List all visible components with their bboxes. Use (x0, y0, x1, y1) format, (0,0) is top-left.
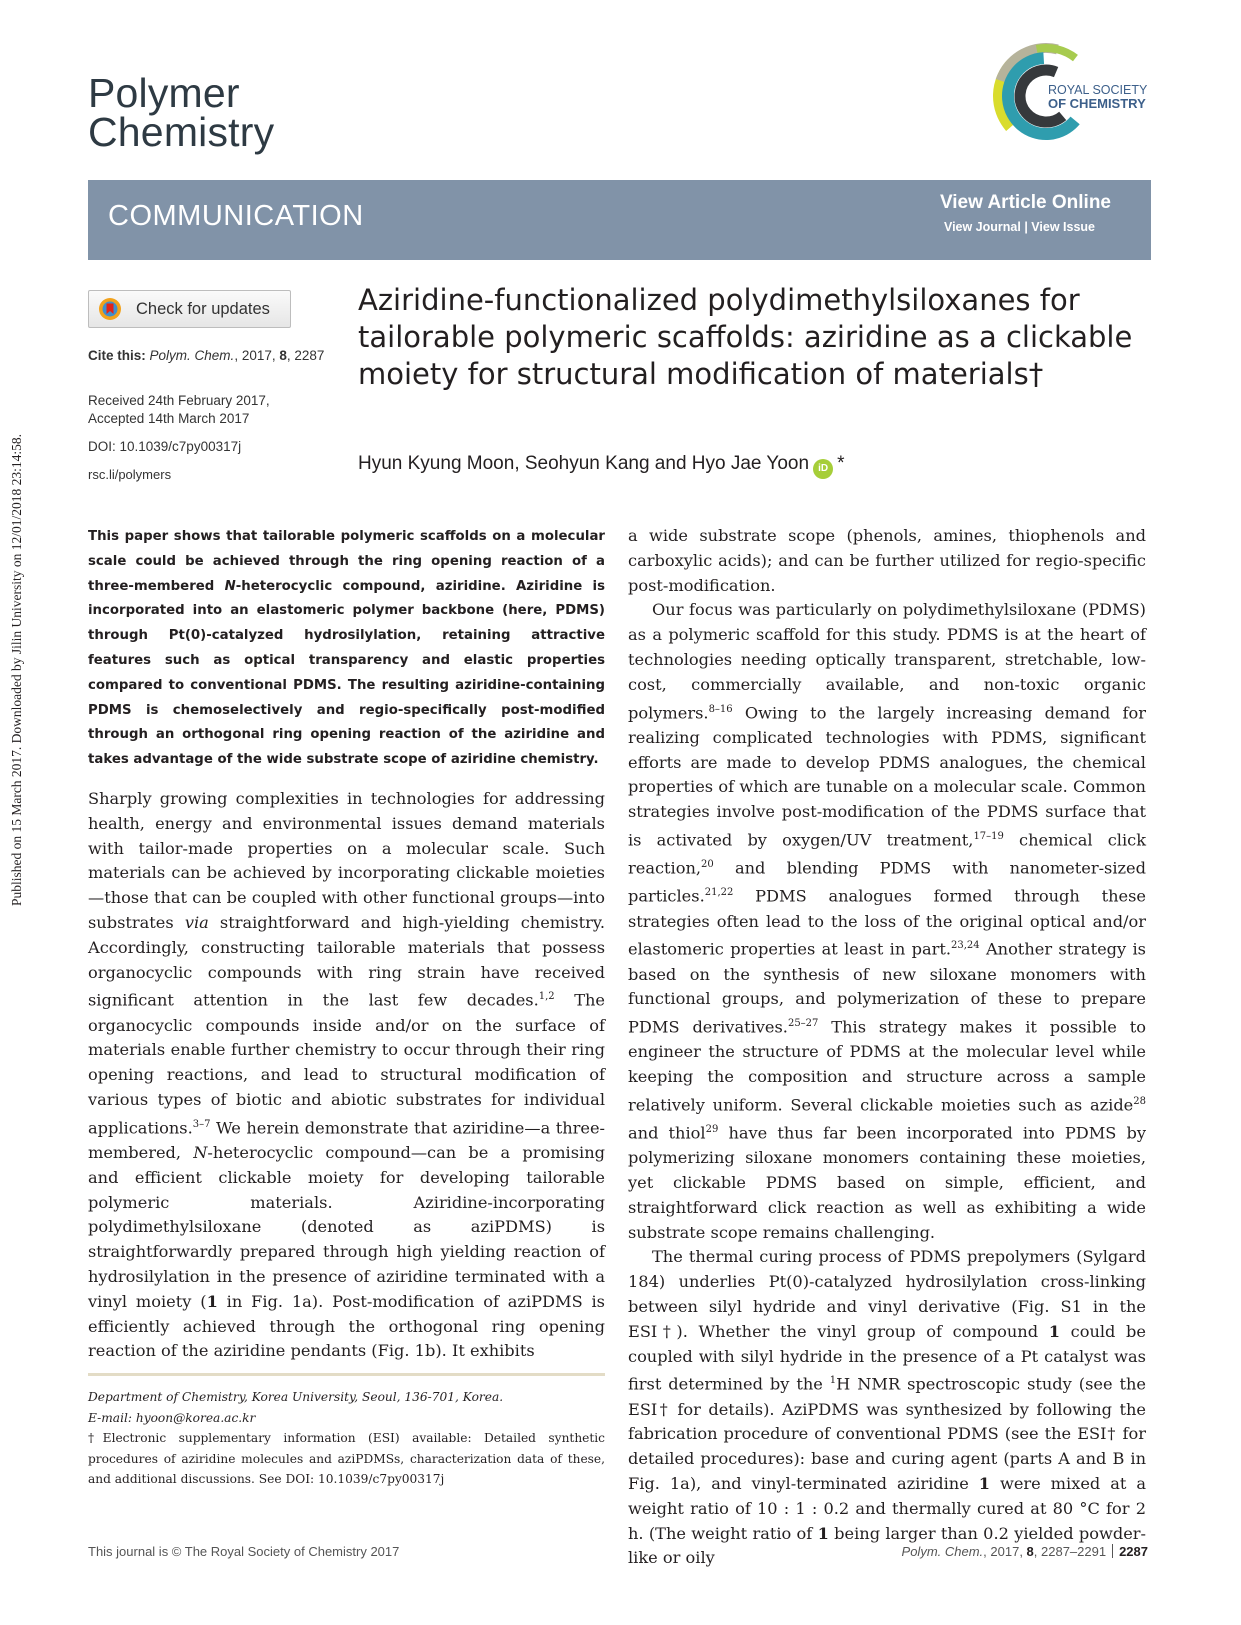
article-type: COMMUNICATION (108, 200, 364, 232)
article-title: Aziridine-functionalized polydimethylsiloxanes for tailorable polymeric scaffolds: aziridine as a clickable moiety for structural modification of materials† (358, 283, 1133, 391)
rsc-logo-line1: ROYAL SOCIETY (1048, 83, 1148, 97)
orcid-icon[interactable]: iD (813, 459, 833, 479)
text-run: Our focus was particularly on polydimethylsiloxane (PDMS) as a polymeric scaffold for this study. PDMS is at the heart of technologies needing optically transparent, stretchable, low-cost, commercially available, and non-toxic organic polymers. (628, 600, 1146, 722)
rsc-logo-line2: OF CHEMISTRY (1048, 96, 1146, 111)
citation-ref[interactable]: 23,24 (950, 940, 980, 952)
authors (358, 453, 844, 479)
text-run: Another strategy is based on the synthesis of new siloxane monomers with functional groups, and polymerization of these to prepare PDMS derivatives. (628, 939, 1146, 1037)
cite-journal: Polym. Chem. (149, 348, 235, 363)
cite-volume: 8 (279, 348, 287, 363)
text-run: PDMS analogues formed through these strategies often lead to the loss of the original optical and/or elastomeric properties at least in part. (628, 886, 1146, 959)
compound-number: 1 (978, 1474, 991, 1493)
journal-title-line1: Polymer (88, 70, 240, 116)
italic-run: N (193, 1142, 208, 1162)
footer-year: , 2017, (983, 1544, 1027, 1559)
citation-ref[interactable]: 21,22 (704, 887, 734, 899)
check-for-updates-label: Check for updates (136, 300, 270, 318)
body-text-left-column (88, 787, 605, 1364)
compound-number: 1 (817, 1523, 829, 1543)
italic-run: via (184, 912, 209, 932)
journal-links (944, 220, 1095, 234)
page-number: 2287 (1119, 1544, 1148, 1559)
cite-pages: , 2287 (286, 348, 325, 363)
paragraph (88, 787, 605, 1364)
view-journal-link[interactable]: View Journal (943, 220, 1021, 234)
abstract (88, 525, 605, 773)
citation-ref[interactable]: 1,2 (538, 991, 555, 1003)
journal-title (88, 70, 275, 155)
download-notice-text: Published on 15 March 2017. Downloaded by Jilin University on 12/01/2018 23:14:58. (9, 433, 24, 907)
view-article-online-link[interactable]: View Article Online (939, 192, 1111, 213)
abstract-text-1: This paper shows that tailorable polymeric scaffolds on a molecular scale could be achieved through the ring opening reaction of a three-membered (88, 529, 605, 594)
rsc-logo (990, 40, 1160, 152)
citation-ref[interactable]: 25–27 (787, 1018, 819, 1030)
footer-journal: Polym. Chem. (901, 1544, 984, 1559)
footnotes (88, 1387, 605, 1490)
paragraph: a wide substrate scope (phenols, amines, thiophenols and carboxylic acids); and can be further utilized for regio-specific post-modification. (628, 526, 1146, 595)
text-run: have thus far been incorporated into PDMS by polymerizing siloxane monomers containing these moieties, yet clickable PDMS based on simple, efficient, and straightforward click reaction as well as exhibiting a wide substrate scope remains challenging. (628, 1123, 1146, 1242)
footnote-divider (88, 1373, 605, 1376)
accepted-date: Accepted 14th March 2017 (88, 411, 250, 426)
check-for-updates-button[interactable] (88, 290, 291, 328)
citation-ref[interactable]: 29 (705, 1124, 719, 1136)
citation-ref[interactable]: 28 (1133, 1095, 1146, 1107)
article-type-banner (88, 180, 1151, 260)
superscript: 1 (829, 1375, 837, 1387)
citation (88, 347, 328, 365)
compound-number: 1 (206, 1291, 218, 1311)
footer-volume: 8 (1026, 1544, 1034, 1559)
journal-url[interactable]: rsc.li/polymers (88, 467, 172, 482)
body-text-right-column (628, 524, 1146, 1571)
download-notice (3, 380, 31, 960)
footer-range: , 2287–2291 (1033, 1544, 1107, 1559)
page-footer (902, 1544, 1148, 1559)
link-separator: | (1020, 220, 1032, 234)
copyright-footer: This journal is © The Royal Society of Chemistry 2017 (88, 1544, 400, 1559)
cite-label: Cite this: (88, 348, 146, 363)
citation-ref[interactable]: 17–19 (973, 830, 1004, 842)
view-issue-link[interactable]: View Issue (1031, 220, 1095, 234)
citation-ref[interactable]: 8–16 (708, 703, 733, 715)
author-email[interactable]: E-mail: hyoon@korea.ac.kr (88, 1410, 256, 1425)
abstract-text-2: -heterocyclic compound, aziridine. Aziridine is incorporated into an elastomeric polymer backbone (here, PDMS) through Pt(0)-catalyzed hydrosilylation, retaining attractive features such as optical transparency and elastic properties compared to conventional PDMS. The resulting aziridine-containing PDMS is chemoselectively and regio-specifically post-modified through an orthogonal ring opening reaction of the aziridine and takes advantage of the wide substrate scope of aziridine chemistry. (88, 578, 605, 768)
citation-ref[interactable]: 20 (701, 859, 714, 871)
text-run: being larger than 0.2 yielded powder-like or oily (628, 1523, 1146, 1568)
corresponding-author-mark: * (837, 453, 845, 474)
text-run: Sharply growing complexities in technologies for addressing health, energy and environmental issues demand materials with tailor-made properties on a molecular scale. Such materials can be achieved by incorporating clickable moieties—those that can be coupled with other functional groups—into substrates (88, 789, 605, 932)
journal-title-line2: Chemistry (88, 109, 275, 155)
crossmark-icon (98, 297, 122, 321)
author-names: Hyun Kyung Moon, Seohyun Kang and Hyo Jae Yoon (358, 453, 810, 474)
text-run: in Fig. 1a). Post-modification of aziPDMS is efficiently achieved through the orthogonal ring opening reaction of the aziridine pendants (Fig. 1b). It exhibits (88, 1291, 605, 1361)
text-run: straightforward and high-yielding chemistry. Accordingly, constructing tailorable materials that possess organocyclic compounds with ring strain have received significant attention in the last few decades. (88, 912, 605, 1010)
received-date: Received 24th February 2017, (88, 393, 270, 408)
affiliation: Department of Chemistry, Korea University, Seoul, 136-701, Korea. (88, 1390, 504, 1404)
paragraph (628, 1245, 1146, 1571)
text-run: could be coupled with silyl hydride in the presence of a Pt catalyst was first determined by the (628, 1321, 1146, 1394)
text-run: Owing to the largely increasing demand for realizing complicated technologies with PDMS, significant efforts are made to develop PDMS analogues, the chemical properties of which are tunable on a molecular scale. Common strategies involve post-modification of the PDMS surface that is activated by oxygen/UV treatment, (628, 702, 1146, 850)
abstract-italic-n: N (224, 578, 236, 594)
article-dates (88, 392, 328, 428)
text-run: -heterocyclic compound—can be a promising and efficient clickable moiety for developing tailorable polymeric materials. Aziridine-incorporating polydimethylsiloxane (denoted as aziPDMS) is straightforwardly prepared through high yielding reaction of hydrosilylation in the presence of aziridine terminated with a vinyl moiety ( (88, 1142, 605, 1311)
text-run: and thiol (628, 1123, 706, 1143)
text-run: We herein demonstrate that aziridine—a three-membered, (88, 1118, 605, 1162)
cite-year: , 2017, (234, 348, 280, 363)
text-run: chemical click reaction, (628, 830, 1146, 878)
citation-ref[interactable]: 3–7 (192, 1118, 211, 1130)
compound-number: 1 (1048, 1321, 1060, 1341)
text-run: H NMR spectroscopic study (see the ESI† for details). AziPDMS was synthesized by following the fabrication procedure of conventional PDMS (see the ESI† for detailed procedures): base and curing agent (parts A and B in Fig. 1a), and vinyl-terminated aziridine (628, 1374, 1146, 1493)
doi[interactable]: DOI: 10.1039/c7py00317j (88, 439, 242, 454)
footer-separator (1112, 1544, 1113, 1558)
text-run: The thermal curing process of PDMS prepolymers (Sylgard 184) underlies Pt(0)-catalyzed hydrosilylation cross-linking between silyl hydride and vinyl derivative (Fig. S1 in the ESI†). Whether the vinyl group of compound (628, 1247, 1146, 1341)
paragraph (628, 598, 1146, 1245)
text-run: were mixed at a weight ratio of 10 : 1 : 0.2 and thermally cured at 80 °C for 2 h. (The weight ratio of (628, 1474, 1146, 1543)
text-run: The organocyclic compounds inside and/or on the surface of materials enable further chemistry to occur through their ring opening reactions, and lead to structural modification of various types of biotic and abiotic substrates for individual applications. (88, 990, 605, 1138)
text-run: This strategy makes it possible to engineer the structure of PDMS at the molecular level while keeping the composition and structure across a sample relatively uniform. Several clickable moieties such as azide (628, 1017, 1146, 1115)
esi-note: †Electronic supplementary information (ESI) available: Detailed synthetic procedures of aziridine molecules and aziPDMSs, characterization data of these, and additional discussions. See DOI: 10.1039/c7py00317j (88, 1431, 605, 1486)
text-run: and blending PDMS with nanometer-sized particles. (628, 858, 1146, 906)
